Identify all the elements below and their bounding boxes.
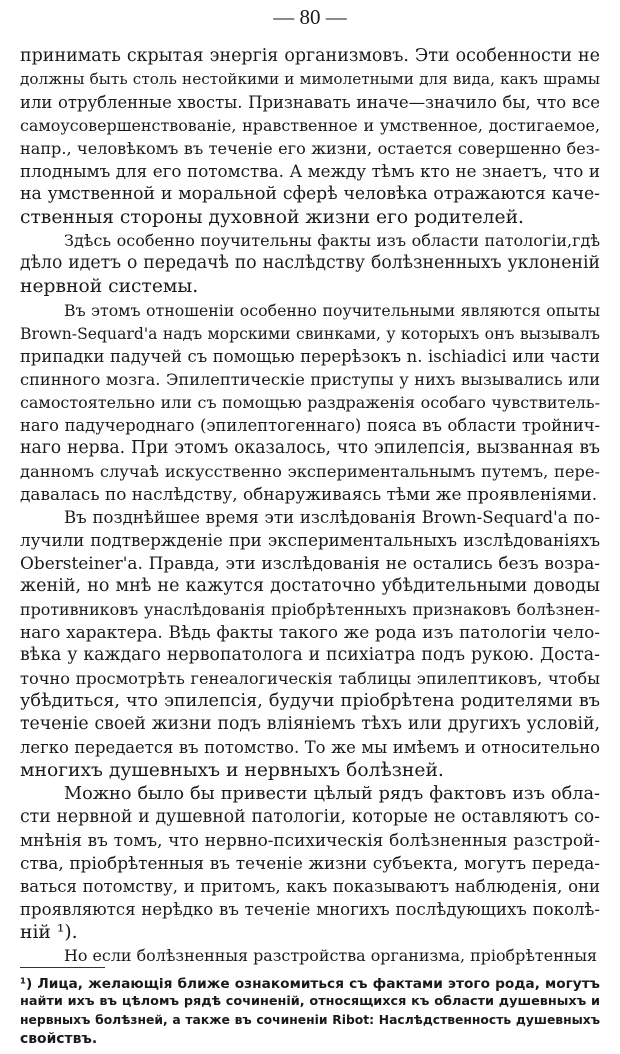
- paragraph: [20, 299, 600, 506]
- paragraph: [20, 944, 600, 967]
- text-line: Въ позднѣйшее время эти изслѣдованія Brown-Sequard'а по-: [64, 507, 600, 527]
- text-line: припадки падучей съ помощью перерѣзокъ n. ischiadici или части: [20, 346, 600, 366]
- text-line: Brown-Sequard'а надъ морскими свинками, у которыхъ онъ вызывалъ: [20, 323, 600, 343]
- text-line: самоусовершенствованіе, нравственное и умственное, достигаемое,: [20, 116, 600, 136]
- text-line: напр., человѣкомъ въ теченіе его жизни, остается совершенно без-: [20, 139, 600, 159]
- text-line: нервныхъ болѣзней, а также въ сочиненіи Ribot: Наслѣдственность душевныхъ: [20, 1013, 600, 1028]
- text-line: или отрубленные хвосты. Признавать иначе—значило бы, что все: [20, 93, 600, 113]
- text-line: ¹) Лица, желающія ближе ознакомиться съ фактами этого рода, могутъ: [20, 976, 600, 992]
- text-line: наго падучероднаго (эпилептогеннаго) пояса въ области тройнич-: [20, 415, 600, 435]
- text-line: лучили подтвержденіе при экспериментальныхъ изслѣдованіяхъ: [20, 529, 600, 550]
- paragraph: [20, 506, 600, 783]
- text-line: данномъ случаѣ искусственно экспериментальнымъ путемъ, пере-: [20, 461, 600, 481]
- text-line: на умственной и моральной сферѣ человѣка отражаются каче-: [20, 184, 600, 205]
- text-line: Въ этомъ отношеніи особенно поучительными являются опыты: [64, 300, 600, 320]
- text-line: сти нервной и душевной патологіи, которые не оставляютъ со-: [20, 806, 600, 827]
- text-line: Obersteiner'а. Правда, эти изслѣдованія не остались безъ возра-: [20, 553, 600, 574]
- text-line: спинного мозга. Эпилептическіе приступы у нихъ вызывались или: [20, 369, 600, 389]
- text-line: теченіе своей жизни подъ вліяніемъ тѣхъ или другихъ условій,: [20, 714, 600, 735]
- paragraph: [20, 45, 600, 229]
- text-line: должны быть столь нестойкими и мимолетными для вида, какъ шрамы: [20, 70, 600, 89]
- text-line: давалась по наслѣдству, обнаруживаясь тѣми же проявленіями.: [20, 483, 598, 504]
- text-line: найти ихъ въ цѣломъ рядѣ сочиненій, относящихся къ области душевныхъ и: [20, 994, 600, 1010]
- text-line: наго характера. Вѣдь факты такого же рода изъ патологіи чело-: [20, 622, 600, 643]
- text-line: наго нерва. При этомъ оказалось, что эпилепсія, вызванная въ: [20, 437, 600, 458]
- text-line: ственныя стороны духовной жизни его родителей.: [20, 207, 524, 229]
- text-line: Но если болѣзненныя разстройства организма, пріобрѣтенныя: [64, 945, 598, 965]
- text-line: Можно было бы привести цѣлый рядъ фактовъ изъ обла-: [64, 783, 600, 804]
- footnote-divider: [20, 967, 105, 968]
- text-line: вѣка у каждаго нервопатолога и психіатра подъ рукою. Доста-: [20, 645, 600, 666]
- text-line: ній ¹).: [20, 921, 78, 943]
- text-line: нервной системы.: [20, 276, 199, 298]
- footnote: [20, 975, 600, 1048]
- text-line: мнѣнія въ томъ, что нервно-психическія болѣзненныя разстрой-: [20, 829, 600, 850]
- text-line: ваться потомству, и притомъ, какъ показываютъ наблюденія, они: [20, 876, 600, 896]
- text-line: многихъ душевныхъ и нервныхъ болѣзней.: [20, 760, 444, 782]
- text-line: противниковъ унаслѣдованія пріобрѣтенныхъ признаковъ болѣзнен-: [20, 600, 600, 620]
- text-line: самостоятельно или съ помощью раздраженія особаго чувствитель-: [20, 392, 600, 412]
- text-line: свойствъ.: [20, 1030, 98, 1047]
- text-line: легко передается въ потомство. То же мы имѣемъ и относительно: [20, 738, 600, 758]
- text-line: проявляются нерѣдко въ теченіе многихъ послѣдующихъ поколѣ-: [20, 899, 600, 919]
- body-text: [20, 45, 600, 967]
- footnotes: [20, 975, 600, 1048]
- text-line: убѣдиться, что эпилепсія, будучи пріобрѣтена родителями въ: [20, 691, 600, 712]
- text-line: женій, но мнѣ не кажутся достаточно убѣдительными доводы: [20, 576, 600, 597]
- paragraph: [20, 229, 600, 298]
- text-line: точно просмотрѣть генеалогическія таблицы эпилептиковъ, чтобы: [20, 669, 600, 689]
- text-line: принимать скрытая энергія организмовъ. Эти особенности не: [20, 46, 600, 66]
- page-number: — 80 —: [273, 5, 347, 29]
- text-line: Здѣсь особенно поучительны факты изъ области патологіи,гдѣ: [64, 231, 600, 251]
- text-line: дѣло идетъ о передачѣ по наслѣдству болѣзненныхъ уклоненій: [20, 253, 600, 274]
- text-line: ства, пріобрѣтенныя въ теченіе жизни субъекта, могутъ переда-: [20, 852, 600, 873]
- text-line: плоднымъ для его потомства. А между тѣмъ кто не знаетъ, что и: [20, 161, 600, 182]
- paragraph: [20, 783, 600, 944]
